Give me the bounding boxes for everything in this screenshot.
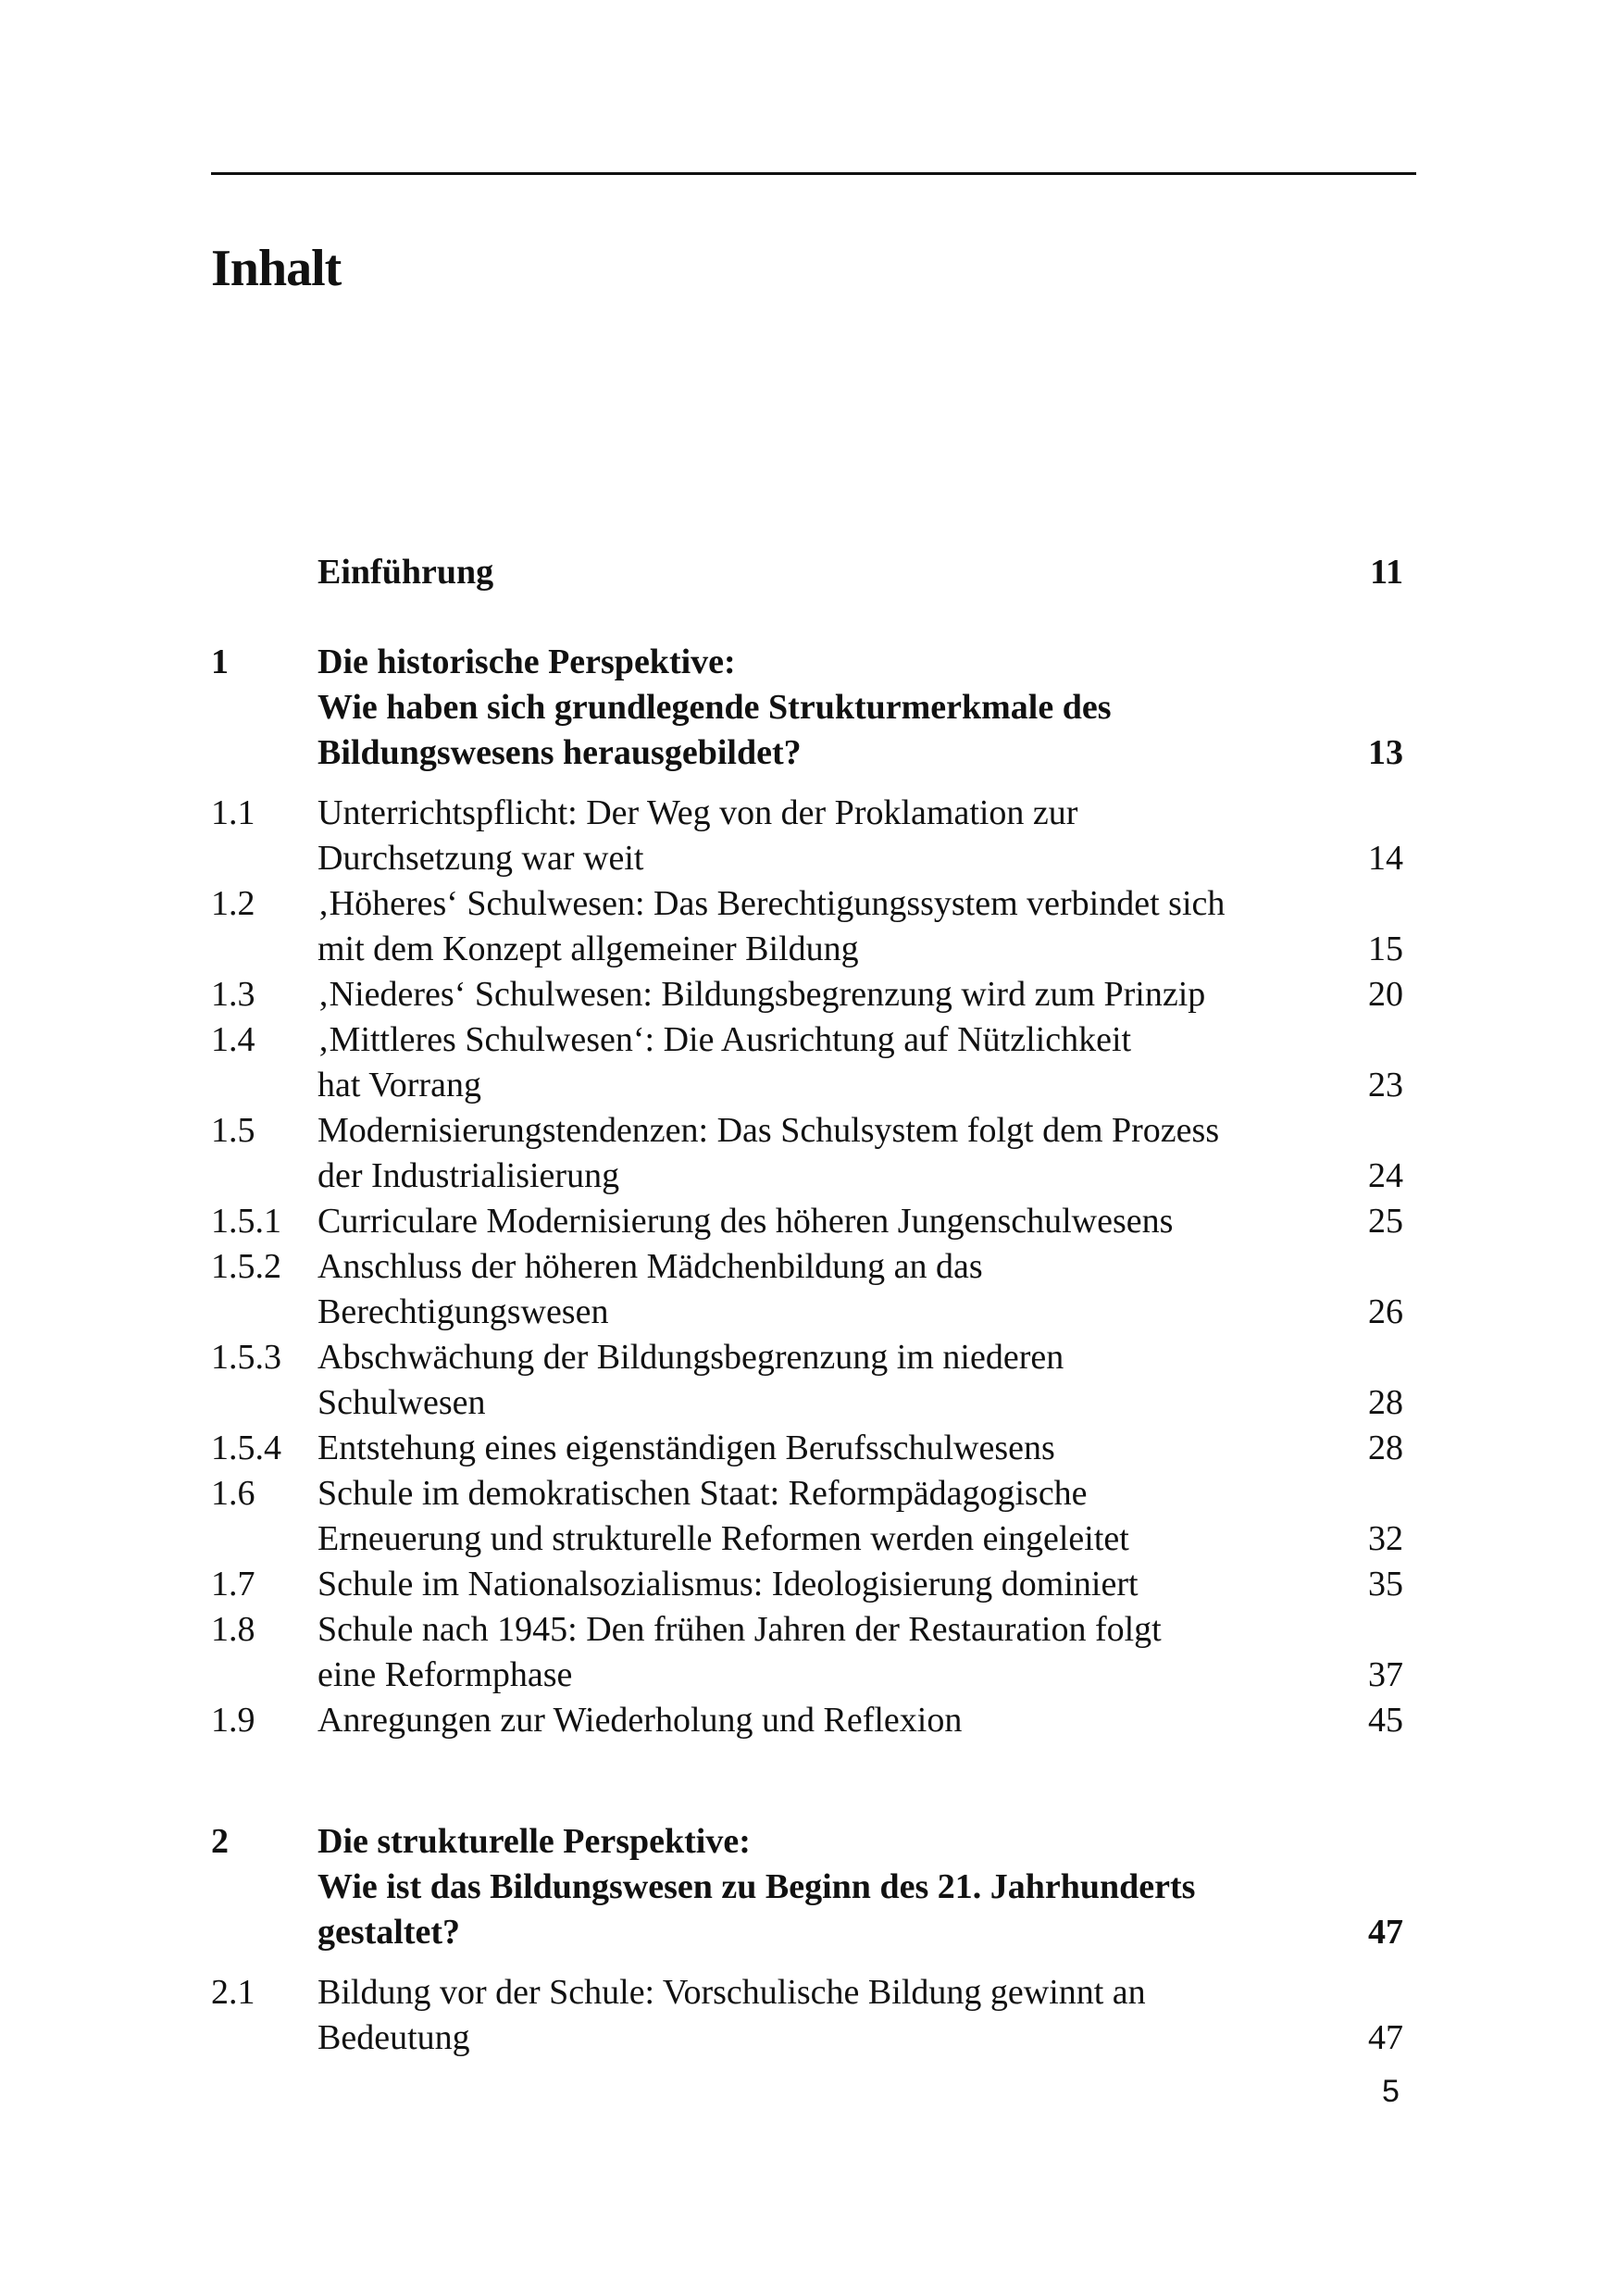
toc-entry-page: 26 [1368,1292,1403,1331]
toc-entry-title: Unterrichtspflicht: Der Weg von der Proklamation zur Durchsetzung war weit [317,793,1078,878]
toc-entry-page: 47 [1368,1913,1403,1952]
toc-entry [211,1244,1416,1335]
toc-entry-number: 1.5.3 [211,1338,281,1377]
toc-entry-number: 1.5.2 [211,1247,281,1286]
toc-entry-number: 1.9 [211,1701,255,1740]
toc-entry-number: 1.1 [211,793,255,832]
toc-entry-page: 24 [1368,1156,1403,1195]
toc-entry-number: 1.6 [211,1474,255,1513]
toc-entry-title: Abschwächung der Bildungsbegrenzung im niederen Schulwesen [317,1338,1064,1422]
toc-entry-number: 1.5.4 [211,1429,281,1467]
toc-entry-number: 1.8 [211,1610,255,1649]
toc-entry-page: 32 [1368,1519,1403,1558]
toc-entry [211,972,1416,1017]
toc-entry-page: 13 [1368,733,1403,772]
toc-entry-page: 11 [1370,553,1403,592]
toc-entry [211,1970,1416,2061]
toc-entry-number: 1.5.1 [211,1202,281,1241]
toc-entry [211,881,1416,972]
toc-entry-page: 28 [1368,1429,1403,1467]
toc-entry-page: 28 [1368,1383,1403,1422]
toc-entry-number: 1 [211,643,229,681]
toc-entry [211,640,1416,776]
toc-entry-title: Schule im demokratischen Staat: Reformpädagogische Erneuerung und strukturelle Reformen werden eingeleitet [317,1474,1129,1558]
toc-entry-page: 25 [1368,1202,1403,1241]
toc-entry [211,1017,1416,1108]
toc-entry-page: 47 [1368,2018,1403,2057]
toc-entry-title: ‚Mittleres Schulwesen‘: Die Ausrichtung auf Nützlichkeit hat Vorrang [317,1020,1132,1104]
toc-entry [211,1607,1416,1698]
toc-entry [211,1471,1416,1562]
toc-entry [211,1335,1416,1426]
toc-entry-title: Modernisierungstendenzen: Das Schulsystem folgt dem Prozess der Industrialisierung [317,1111,1220,1195]
page-title: Inhalt [211,240,342,297]
toc-entry-page: 14 [1368,839,1403,878]
toc-entry-title: Schule nach 1945: Den frühen Jahren der Restauration folgt eine Reformphase [317,1610,1162,1694]
toc-entry [211,1562,1416,1607]
toc-entry [211,550,1416,595]
toc-entry-title: Bildung vor der Schule: Vorschulische Bildung gewinnt an Bedeutung [317,1973,1146,2057]
toc-entry-title: ‚Niederes‘ Schulwesen: Bildungsbegrenzung wird zum Prinzip [317,975,1206,1014]
toc-entry-number: 1.7 [211,1565,255,1603]
toc-entry-page: 23 [1368,1066,1403,1104]
toc-entry [211,1819,1416,1955]
toc-entry-number: 1.5 [211,1111,255,1150]
toc-entry-title: Entstehung eines eigenständigen Berufsschulwesens [317,1429,1055,1467]
toc-entry [211,1426,1416,1471]
toc-entry [211,791,1416,881]
toc-entry-number: 2.1 [211,1973,255,2012]
toc-entry [211,1108,1416,1199]
toc-entry-page: 45 [1368,1701,1403,1740]
toc-entry-number: 1.2 [211,884,255,923]
toc-entry-page: 37 [1368,1655,1403,1694]
toc-entry-title: Anregungen zur Wiederholung und Reflexion [317,1701,963,1740]
toc-entry-title: Anschluss der höheren Mädchenbildung an das Berechtigungswesen [317,1247,983,1331]
toc-entry-title: Schule im Nationalsozialismus: Ideologisierung dominiert [317,1565,1139,1603]
toc-entry-title: ‚Höheres‘ Schulwesen: Das Berechtigungssystem verbindet sich mit dem Konzept allgemeiner Bildung [317,884,1226,968]
toc-entry-number: 1.3 [211,975,255,1014]
table-of-contents [211,550,1416,2061]
toc-entry [211,1698,1416,1743]
toc-entry-number: 2 [211,1822,229,1861]
toc-entry-page: 15 [1368,930,1403,968]
toc-entry-number: 1.4 [211,1020,255,1059]
toc-entry-title: Die strukturelle Perspektive: Wie ist das Bildungswesen zu Beginn des 21. Jahrhunderts gestaltet? [317,1822,1196,1952]
toc-entry-page: 20 [1368,975,1403,1014]
toc-entry [211,1199,1416,1244]
page-number: 5 [1382,2074,1400,2109]
toc-entry-title: Die historische Perspektive: Wie haben sich grundlegende Strukturmerkmale des Bildungswesens herausgebildet? [317,643,1112,772]
toc-entry-page: 35 [1368,1565,1403,1603]
header-rule [211,172,1416,175]
toc-entry-title: Curriculare Modernisierung des höheren Jungenschulwesens [317,1202,1174,1241]
toc-entry-title: Einführung [317,553,494,592]
